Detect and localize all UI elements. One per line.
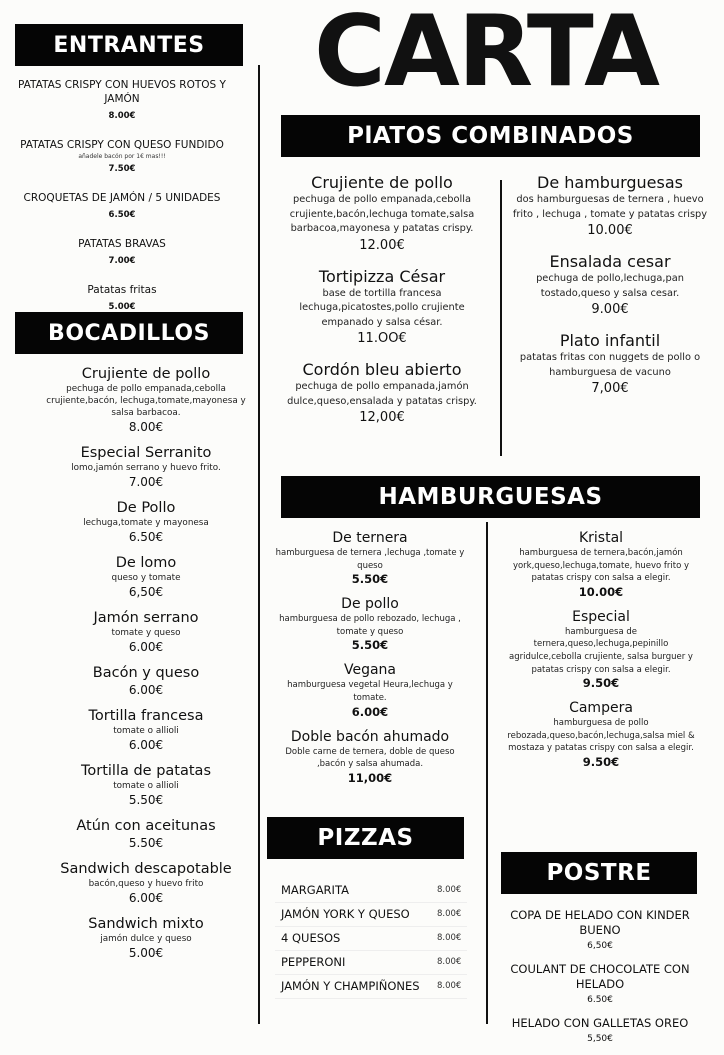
list-item	[282, 172, 482, 255]
entrante-price: 7.50€	[108, 164, 136, 174]
pizzas-heading: PIZZAS	[267, 817, 464, 859]
plato-price: 7,00€	[591, 381, 629, 396]
plato-name: Ensalada cesar	[549, 252, 671, 271]
bocadillo-price: 6,50€	[128, 585, 164, 599]
entrante-price: 8.00€	[108, 111, 136, 121]
list-item	[4, 283, 240, 314]
bocadillos-heading: BOCADILLOS	[15, 312, 243, 354]
plato-desc: patatas fritas con nuggets de pollo o hamburguesa de vacuno	[519, 352, 701, 378]
hamburguesa-name: Campera	[569, 700, 633, 717]
hamburguesa-name: De ternera	[332, 530, 408, 546]
hamburguesa-desc: hamburguesa de ternera ,lechuga ,tomate y queso	[275, 548, 465, 571]
divider-hamburguesas	[486, 522, 488, 1024]
hamburguesa-name: Vegana	[343, 662, 397, 679]
list-item	[36, 499, 256, 545]
table-row	[275, 975, 467, 999]
bocadillo-price: 6.00€	[128, 640, 164, 654]
list-item	[4, 78, 240, 123]
bocadillo-price: 6.00€	[128, 683, 164, 697]
bocadillo-price: 6.00€	[128, 891, 164, 905]
bocadillo-name: Crujiente de pollo	[81, 366, 211, 382]
list-item	[510, 251, 710, 319]
pizza-name: PEPPERONI	[281, 955, 346, 970]
entrante-price: 6.50€	[108, 210, 136, 220]
list-item	[510, 330, 710, 398]
pizza-price: 8.00€	[437, 933, 462, 944]
list-item	[490, 1016, 710, 1045]
list-item	[282, 359, 482, 427]
list-item	[272, 728, 468, 786]
postre-price: 6,50€	[587, 941, 613, 951]
plato-price: 12.00€	[359, 237, 405, 253]
divider-left	[258, 65, 260, 1024]
bocadillo-name: Atún con aceitunas	[76, 818, 216, 834]
list-item	[490, 962, 710, 1006]
bocadillo-name: Sandwich descapotable	[60, 861, 232, 877]
list-item	[510, 172, 710, 240]
list-item	[36, 915, 256, 961]
bocadillo-desc: bacón,queso y huevo frito	[88, 879, 204, 889]
pizza-name: 4 QUESOS	[281, 931, 341, 946]
hamburguesas-heading: HAMBURGUESAS	[281, 476, 700, 518]
hamburguesa-price: 10.00€	[578, 584, 624, 599]
hamburguesa-name: Especial	[572, 608, 630, 625]
bocadillo-desc: pechuga de pollo empanada,cebolla crujiente,bacón, lechuga,tomate,mayonesa y salsa barbacoa.	[46, 384, 246, 418]
plato-price: 10.00€	[587, 223, 633, 238]
plato-desc: pechuga de pollo empanada,jamón dulce,queso,ensalada y patatas crispy.	[287, 381, 477, 407]
plato-desc: pechuga de pollo empanada,cebolla crujiente,bacón,lechuga tomate,salsa barbacoa,mayonesa y patatas crispy.	[289, 194, 475, 234]
list-item	[505, 699, 697, 770]
pizza-name: JAMÓN Y CHAMPIÑONES	[281, 979, 420, 994]
plato-price: 9.00€	[591, 302, 629, 317]
hamburguesas-right-list	[505, 529, 697, 778]
hamburguesa-desc: hamburguesa de pollo rebozado, lechuga , tomate y queso	[279, 614, 461, 637]
list-item	[36, 609, 256, 655]
postre-heading: POSTRE	[501, 852, 697, 894]
entrante-name: Patatas fritas	[87, 284, 157, 296]
entrante-note: añadele bacón por 1€ mas!!!	[78, 153, 166, 160]
bocadillo-desc: jamón dulce y queso	[100, 934, 192, 944]
list-item	[36, 554, 256, 600]
bocadillo-price: 5.50€	[128, 836, 164, 850]
bocadillo-name: Bacón y queso	[92, 665, 200, 681]
hamburguesa-price: 5.50€	[351, 572, 389, 587]
list-item	[4, 191, 240, 222]
bocadillo-price: 5.50€	[128, 793, 164, 807]
hamburguesa-price: 9.50€	[582, 754, 620, 769]
entrante-price: 5.00€	[108, 302, 136, 312]
platos-combinados-heading: PlATOS COMBINADOS	[281, 115, 700, 157]
list-item	[490, 908, 710, 952]
list-item	[36, 860, 256, 906]
bocadillo-desc: lomo,jamón serrano y huevo frito.	[71, 463, 221, 473]
list-item	[282, 266, 482, 349]
list-item	[36, 707, 256, 753]
table-row	[275, 879, 467, 903]
plato-desc: base de tortilla francesa lechuga,picatostes,pollo crujiente empanado y salsa césar.	[299, 287, 465, 328]
entrante-price: 7.00€	[108, 256, 136, 266]
hamburguesa-price: 11,00€	[347, 770, 393, 785]
list-item	[505, 608, 697, 691]
bocadillo-price: 8.00€	[128, 420, 164, 434]
plato-name: Tortipizza César	[318, 266, 446, 286]
pizza-name: JAMÓN YORK Y QUESO	[281, 907, 410, 922]
hamburguesa-desc: hamburguesa de pollo rebozada,queso,bacón,lechuga,salsa miel & mostaza y patatas crispy con salsa a elegir.	[507, 718, 695, 754]
table-row	[275, 951, 467, 975]
list-item	[36, 664, 256, 698]
platos-left-list	[282, 172, 482, 438]
postre-name: COPA DE HELADO CON KINDER BUENO	[510, 908, 690, 937]
hamburguesa-name: Doble bacón ahumado	[290, 728, 450, 745]
postre-price: 6.50€	[587, 995, 613, 1005]
plato-price: 12,00€	[359, 410, 405, 425]
list-item	[272, 661, 468, 719]
bocadillo-price: 5.00€	[128, 946, 164, 960]
plato-name: Crujiente de pollo	[311, 173, 453, 192]
pizza-price: 8.00€	[437, 885, 462, 896]
bocadillo-name: Tortilla francesa	[88, 708, 204, 724]
hamburguesa-name: De pollo	[341, 596, 399, 613]
bocadillo-price: 7.00€	[128, 475, 164, 489]
entrante-name: PATATAS CRISPY CON QUESO FUNDIDO	[20, 139, 224, 151]
list-item	[272, 529, 468, 587]
platos-right-list	[510, 172, 710, 409]
bocadillo-name: Jamón serrano	[93, 610, 199, 626]
hamburguesa-price: 9.50€	[582, 676, 620, 691]
postre-name: COULANT DE CHOCOLATE CON HELADO	[510, 962, 690, 991]
table-row	[275, 927, 467, 951]
entrante-name: PATATAS BRAVAS	[78, 238, 166, 250]
page-title: CARTA	[314, 0, 658, 109]
list-item	[505, 529, 697, 600]
hamburguesa-price: 5.50€	[351, 638, 389, 653]
table-row	[275, 903, 467, 927]
bocadillo-name: Sandwich mixto	[88, 916, 204, 932]
hamburguesa-desc: hamburguesa de ternera,queso,lechuga,pepinillo agridulce,cebolla crujiente, salsa burguer y patatas crispy con salsa a elegir.	[509, 626, 693, 675]
pizza-price: 8.00€	[437, 909, 462, 920]
list-item	[36, 444, 256, 490]
pizza-price: 8.00€	[437, 957, 462, 968]
hamburguesas-left-list	[272, 529, 468, 794]
bocadillo-desc: tomate y queso	[111, 628, 181, 638]
bocadillo-desc: lechuga,tomate y mayonesa	[83, 518, 209, 528]
pizza-price: 8.00€	[437, 981, 462, 992]
list-item	[36, 817, 256, 851]
plato-desc: dos hamburguesas de ternera , huevo frito , lechuga , tomate y patatas crispy	[512, 194, 708, 220]
hamburguesa-name: Kristal	[578, 530, 624, 546]
bocadillo-desc: tomate o allioli	[113, 781, 179, 791]
bocadillo-name: Especial Serranito	[80, 445, 212, 461]
postre-list	[490, 908, 710, 1055]
entrantes-heading: ENTRANTES	[15, 24, 243, 66]
plato-name: De hamburguesas	[537, 173, 683, 192]
bocadillo-price: 6.00€	[128, 738, 164, 752]
entrante-name: PATATAS CRISPY CON HUEVOS ROTOS Y JAMÓN	[18, 79, 226, 105]
hamburguesa-desc: hamburguesa vegetal Heura,lechuga y tomate.	[287, 680, 453, 703]
bocadillos-list	[36, 365, 256, 970]
plato-name: Plato infantil	[559, 331, 661, 350]
hamburguesa-desc: Doble carne de ternera, doble de queso ,bacón y salsa ahumada.	[285, 746, 455, 770]
postre-name: HELADO CON GALLETAS OREO	[511, 1016, 689, 1030]
bocadillo-price: 6.50€	[128, 530, 164, 544]
list-item	[36, 762, 256, 808]
hamburguesa-desc: hamburguesa de ternera,bacón,jamón york,queso,lechuga,tomate, huevo frito y patatas crispy con salsa a elegir.	[512, 548, 690, 584]
bocadillo-desc: tomate o allioli	[113, 726, 179, 736]
list-item	[36, 365, 256, 435]
entrantes-list	[4, 78, 240, 329]
bocadillo-name: De lomo	[115, 555, 177, 571]
list-item	[4, 237, 240, 268]
plato-name: Cordón bleu abierto	[302, 360, 462, 379]
pizza-name: MARGARITA	[281, 883, 349, 898]
bocadillo-name: Tortilla de patatas	[80, 763, 211, 779]
bocadillo-desc: queso y tomate	[111, 573, 181, 583]
plato-price: 11.OO€	[357, 331, 407, 346]
entrante-name: CROQUETAS DE JAMÓN / 5 UNIDADES	[23, 192, 221, 204]
plato-desc: pechuga de pollo,lechuga,pan tostado,queso y salsa cesar.	[536, 273, 684, 299]
bocadillo-name: De Pollo	[116, 500, 176, 516]
divider-platos	[500, 180, 502, 456]
list-item	[272, 595, 468, 653]
list-item	[4, 138, 240, 176]
hamburguesa-price: 6.00€	[351, 704, 389, 719]
postre-price: 5,50€	[587, 1034, 613, 1044]
